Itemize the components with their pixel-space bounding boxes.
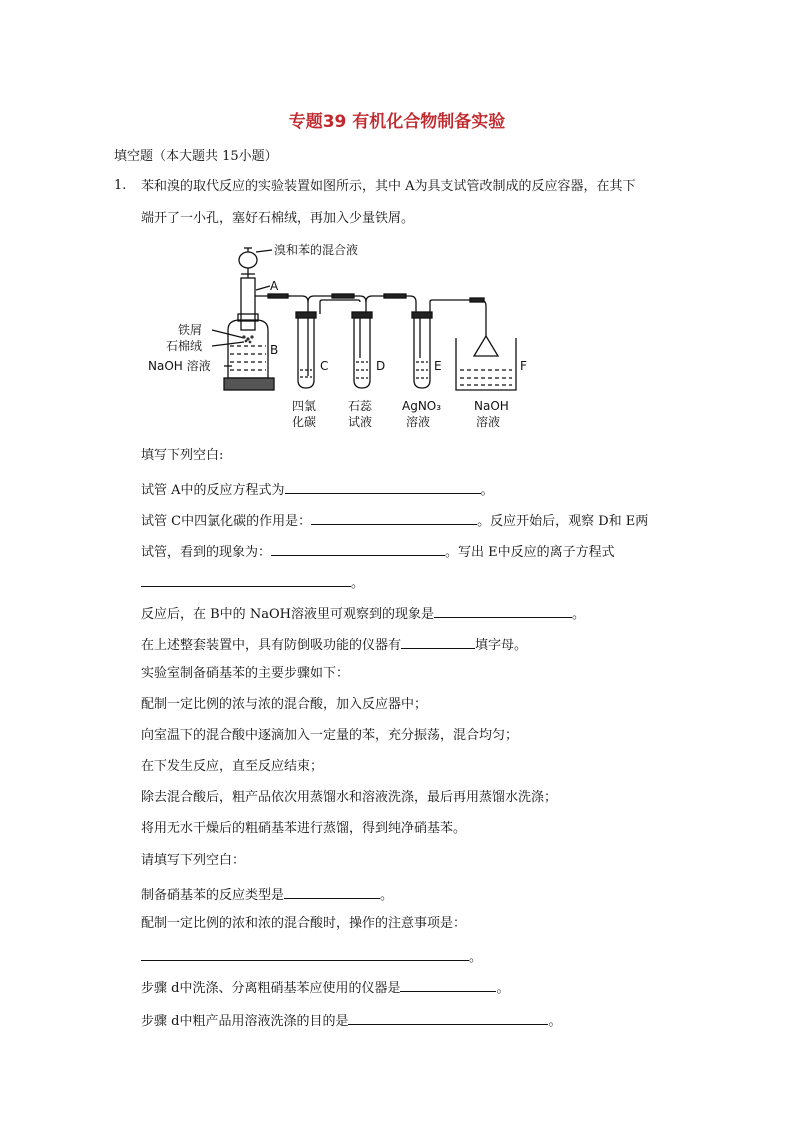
question-line-2 [141, 510, 648, 531]
period: 。 [351, 576, 365, 591]
apparatus-figure [140, 238, 540, 438]
question-line-14 [141, 884, 393, 905]
figure-label-iron: 铁屑 [178, 323, 203, 337]
figure-label-B: B [270, 343, 279, 357]
step-b: 向室温下的混合酸中逐滴加入一定量的苯，充分振荡，混合均匀； [141, 728, 519, 743]
page-title: 专题39 有机化合物制备实验 [288, 112, 506, 132]
beaker-F [456, 338, 516, 390]
answer-blank[interactable] [284, 884, 380, 899]
line-text: 制备硝基苯的反应类型是 [141, 888, 285, 903]
answer-blank[interactable] [311, 510, 477, 525]
figure-label-c1: 四氯 [292, 399, 317, 413]
question-intro-line2: 端开了一小孔，塞好石棉绒，再加入少量铁屑。 [141, 211, 415, 226]
answer-blank[interactable] [400, 977, 496, 992]
answer-blank[interactable] [401, 634, 475, 649]
answer-blank[interactable] [285, 479, 481, 494]
answer-blank[interactable] [141, 572, 351, 587]
question-line-16 [141, 946, 482, 967]
question-number: 1. [114, 178, 127, 193]
figure-label-E: E [434, 359, 442, 373]
answer-blank[interactable] [348, 1010, 548, 1025]
question-line-3 [141, 541, 615, 562]
line-text: 试管 A中的反应方程式为 [141, 483, 285, 498]
question-line-1 [141, 479, 494, 500]
period: 。 [480, 483, 494, 498]
figure-label-f1: NaOH [474, 399, 509, 413]
step-c: 在下发生反应，直至反应结束； [141, 759, 324, 774]
period: 。 [469, 950, 483, 965]
tube-A [241, 278, 255, 330]
question-line-17 [141, 977, 509, 998]
line-text: 。反应开始后，观察 D和 E两 [477, 514, 649, 529]
answer-blank[interactable] [271, 541, 445, 556]
fill-prompt: 填写下列空白: [141, 448, 224, 463]
figure-label-asbestos: 石棉绒 [166, 339, 203, 353]
answer-blank[interactable] [434, 603, 572, 618]
line-text: 在上述整套装置中，具有防倒吸功能的仪器有 [141, 638, 402, 653]
period: 。 [548, 1014, 562, 1029]
figure-label-e2: 溶液 [406, 415, 431, 429]
line-text: 。写出 E中反应的离子方程式 [445, 545, 615, 560]
step-a: 配制一定比例的浓与浓的混合酸，加入反应器中； [141, 697, 428, 712]
figure-label-naoh-b: NaOH 溶液 [148, 359, 211, 373]
period: 。 [496, 981, 510, 996]
period: 。 [571, 607, 585, 622]
figure-label-f2: 溶液 [476, 415, 501, 429]
question-line-5 [141, 603, 585, 624]
figure-label-F: F [520, 359, 527, 373]
question-line-4 [141, 572, 364, 593]
figure-label-D: D [376, 359, 386, 373]
figure-label-e1: AgNO₃ [402, 399, 442, 413]
line-text: 步骤 d中洗涤、分离粗硝基苯应使用的仪器是 [141, 981, 401, 996]
dropping-funnel [239, 252, 257, 268]
line-text: 填字母。 [475, 638, 528, 653]
question-line-18 [141, 1010, 561, 1031]
line-text: 试管，看到的现象为： [141, 545, 272, 560]
test-tube-D [354, 316, 370, 388]
test-tube-E [414, 316, 430, 388]
step-e: 将用无水干燥后的粗硝基苯进行蒸馏，得到纯净硝基苯。 [141, 821, 467, 836]
line-text: 反应后，在 B中的 NaOH溶液里可观察到的现象是 [141, 607, 434, 622]
figure-label-mixture: 溴和苯的混合液 [274, 243, 359, 257]
question-line-6 [141, 634, 527, 655]
question-intro-line1: 苯和溴的取代反应的实验装置如图所示，其中 A为具支试管改制成的反应容器，在其下 [141, 179, 636, 194]
step-intro: 实验室制备硝基苯的主要步骤如下： [141, 666, 350, 681]
figure-label-A: A [270, 279, 279, 293]
line-text: 试管 C中四氯化碳的作用是： [141, 514, 312, 529]
bottle-B [228, 320, 268, 378]
figure-label-c2: 化碳 [292, 415, 317, 429]
figure-label-d2: 试液 [348, 415, 373, 429]
line-text: 步骤 d中粗产品用溶液洗涤的目的是 [141, 1014, 349, 1029]
figure-label-C: C [320, 359, 329, 373]
question-line-15: 配制一定比例的浓和浓的混合酸时，操作的注意事项是： [141, 916, 467, 931]
answer-blank[interactable] [141, 946, 469, 961]
step-d: 除去混合酸后，粗产品依次用蒸馏水和溶液洗涤，最后再用蒸馏水洗涤； [141, 790, 558, 805]
section-heading: 填空题（本大题共 15小题） [114, 149, 278, 164]
figure-label-d1: 石蕊 [348, 399, 373, 413]
fill-prompt-2: 请填写下列空白： [141, 853, 246, 868]
period: 。 [380, 888, 394, 903]
